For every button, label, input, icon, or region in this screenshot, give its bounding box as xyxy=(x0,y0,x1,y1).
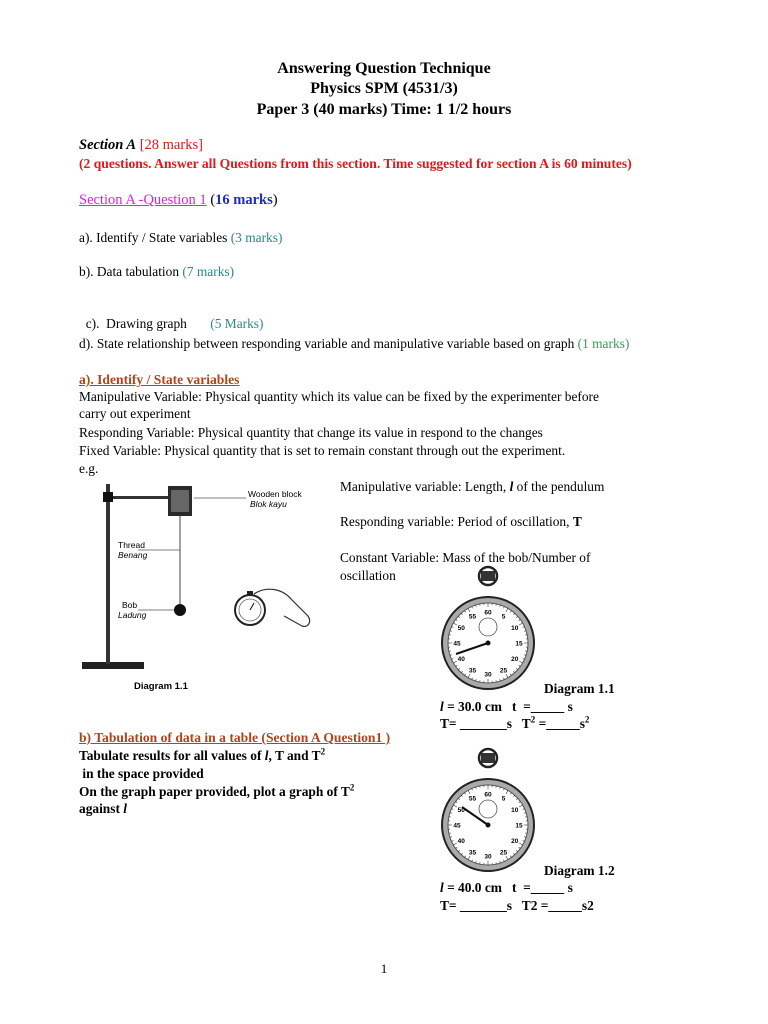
stand-rod xyxy=(106,484,110,664)
section-a-note: (2 questions. Answer all Questions from this section. Time suggested for section A is 60 minutes) xyxy=(79,156,632,171)
part-a-text: a). Identify / State variables xyxy=(79,230,231,245)
variables-heading: a). Identify / State variables xyxy=(79,372,240,387)
paren-close: ) xyxy=(272,192,278,208)
stopwatch-2-crown xyxy=(481,753,495,763)
section-a-marks: [28 marks] xyxy=(139,137,203,153)
diagram-1-1-period-end: =_____s xyxy=(535,716,585,731)
dial-number: 25 xyxy=(499,849,508,857)
dial-number: 55 xyxy=(468,795,477,803)
dial-number: 30 xyxy=(484,853,492,861)
diagram-1-1-length xyxy=(440,699,573,715)
wooden-block-face xyxy=(171,490,189,512)
symbol-t: T xyxy=(572,514,582,529)
example-responding xyxy=(340,514,582,530)
stopwatch-1-crown xyxy=(481,571,495,581)
part-d-text: d). State relationship between responding variable and manipulative variable based on graph xyxy=(79,336,578,351)
part-c-marks: (5 Marks) xyxy=(210,316,264,331)
example-responding-text: Responding variable: Period of oscillation, xyxy=(340,514,573,529)
symbol-l-2: l xyxy=(440,880,444,895)
variables-line-1: Manipulative Variable: Physical quantity which its value can be fixed by the experimenter before xyxy=(79,389,599,404)
dial-number: 15 xyxy=(515,822,523,830)
doc-subtitle: Physics SPM (4531/3) xyxy=(310,80,458,97)
dial-number: 20 xyxy=(511,656,519,663)
label-diagram-1-1-left: Diagram 1.1 xyxy=(134,681,188,692)
dial-number: 30 xyxy=(484,671,492,679)
part-b xyxy=(79,264,234,280)
diagram-1-1-period: T= _______s $T^2$ $=\_\_\_\_\_s^2$ xyxy=(440,714,590,731)
dial-number: 45 xyxy=(453,640,461,648)
dial-number: 45 xyxy=(453,822,461,830)
dial-number: 60 xyxy=(484,609,492,617)
section-a-heading xyxy=(79,137,203,154)
stopwatch-2 xyxy=(438,745,538,880)
dial-number: 50 xyxy=(457,625,465,632)
example-manipulative-end: of the pendulum xyxy=(513,479,605,494)
tabulation-line-1-b: , T and T xyxy=(268,748,321,763)
doc-paper-info: Paper 3 (40 marks) Time: 1 1/2 hours xyxy=(256,101,512,118)
part-c-text: c). Drawing graph xyxy=(85,316,211,331)
part-b-marks: (7 marks) xyxy=(182,264,235,279)
tabulation-line-4-a: against xyxy=(79,801,124,816)
tabulation-line-1: Tabulate results for all values of l, T and $T^2$ xyxy=(79,746,326,763)
label-blok-kayu: Blok kayu xyxy=(250,499,287,509)
example-manipulative xyxy=(340,479,604,495)
dial-number: 60 xyxy=(484,791,492,799)
dial-number: 5 xyxy=(501,613,506,621)
dial-number: 40 xyxy=(457,838,465,845)
label-ladung: Ladung xyxy=(118,610,147,620)
dial-number: 15 xyxy=(515,640,523,648)
tabulation-line-3: On the graph paper provided, plot a graph of $T^2$ xyxy=(79,782,355,799)
part-a-marks: (3 marks) xyxy=(230,230,283,245)
diagram-1-1-length-value: = 30.0 cm t =_____ s xyxy=(443,699,573,714)
tabulation-symbol-l-2: l xyxy=(123,801,128,816)
diagram-1-2-length-value: = 40.0 cm t =_____ s xyxy=(443,880,573,895)
dial-number: 55 xyxy=(468,613,477,621)
part-a xyxy=(79,230,282,246)
tabulation-line-1-a: Tabulate results for all values of xyxy=(79,748,265,763)
part-b-text: b). Data tabulation xyxy=(79,264,183,279)
diagram-1-1-period-text: T= _______s T xyxy=(440,716,531,731)
dial-number: 50 xyxy=(457,807,465,814)
diagram-1-2-caption: Diagram 1.2 xyxy=(544,863,615,878)
part-c xyxy=(79,300,263,332)
dial-number: 25 xyxy=(499,667,508,675)
dial-number: 5 xyxy=(501,795,506,803)
variables-eg: e.g. xyxy=(79,461,99,476)
label-thread: Thread xyxy=(118,540,145,550)
dial-number: 35 xyxy=(468,849,477,857)
symbol-l: l xyxy=(509,479,514,494)
dial-number: 20 xyxy=(511,838,519,845)
symbol-l-1: l xyxy=(440,699,444,714)
stopwatch-1 xyxy=(438,563,538,698)
doc-title: Answering Question Technique xyxy=(277,60,491,77)
tabulation-symbol-l: l xyxy=(264,748,269,763)
stand-base xyxy=(82,662,144,669)
paren-open: ( xyxy=(210,192,216,208)
example-constant-1: Constant Variable: Mass of the bob/Number of xyxy=(340,550,591,565)
part-d-marks: (1 marks) xyxy=(577,336,630,351)
dial-number: 10 xyxy=(511,625,519,632)
variables-line-3: Responding Variable: Physical quantity that change its value in respond to the changes xyxy=(79,425,543,440)
label-wooden-block: Wooden block xyxy=(248,489,302,499)
diagram-1-2-length xyxy=(440,880,573,896)
tabulation-line-3-a: On the graph paper provided, plot a graph of T xyxy=(79,784,350,799)
variables-line-4: Fixed Variable: Physical quantity that is set to remain constant through out the experiment. xyxy=(79,443,566,458)
part-d xyxy=(79,336,629,352)
variables-line-2: carry out experiment xyxy=(79,406,191,421)
question-1-title: Section A -Question 1 xyxy=(79,192,207,208)
example-constant-2: oscillation xyxy=(340,568,396,583)
pendulum-bob xyxy=(174,604,186,616)
tabulation-line-4 xyxy=(79,801,127,817)
example-manipulative-text: Manipulative variable: Length, xyxy=(340,479,510,494)
diagram-1-2-period: T= _______s T2 =_____s2 xyxy=(440,898,594,913)
question-1-marks: 16 marks xyxy=(215,192,273,208)
section-a-label: Section A xyxy=(79,137,137,153)
label-benang: Benang xyxy=(118,550,148,560)
label-bob: Bob xyxy=(122,600,138,610)
tabulation-line-2: in the space provided xyxy=(79,766,204,781)
diagram-1-1-caption: Diagram 1.1 xyxy=(544,681,615,696)
dial-number: 10 xyxy=(511,807,519,814)
dial-number: 35 xyxy=(468,667,477,675)
clamp xyxy=(103,492,113,502)
question-1-heading xyxy=(79,192,278,209)
page-number: 1 xyxy=(380,961,388,976)
pendulum-diagram xyxy=(78,476,318,696)
dial-number: 40 xyxy=(457,656,465,663)
tabulation-heading: b) Tabulation of data in a table (Section A Question1 ) xyxy=(79,730,391,745)
